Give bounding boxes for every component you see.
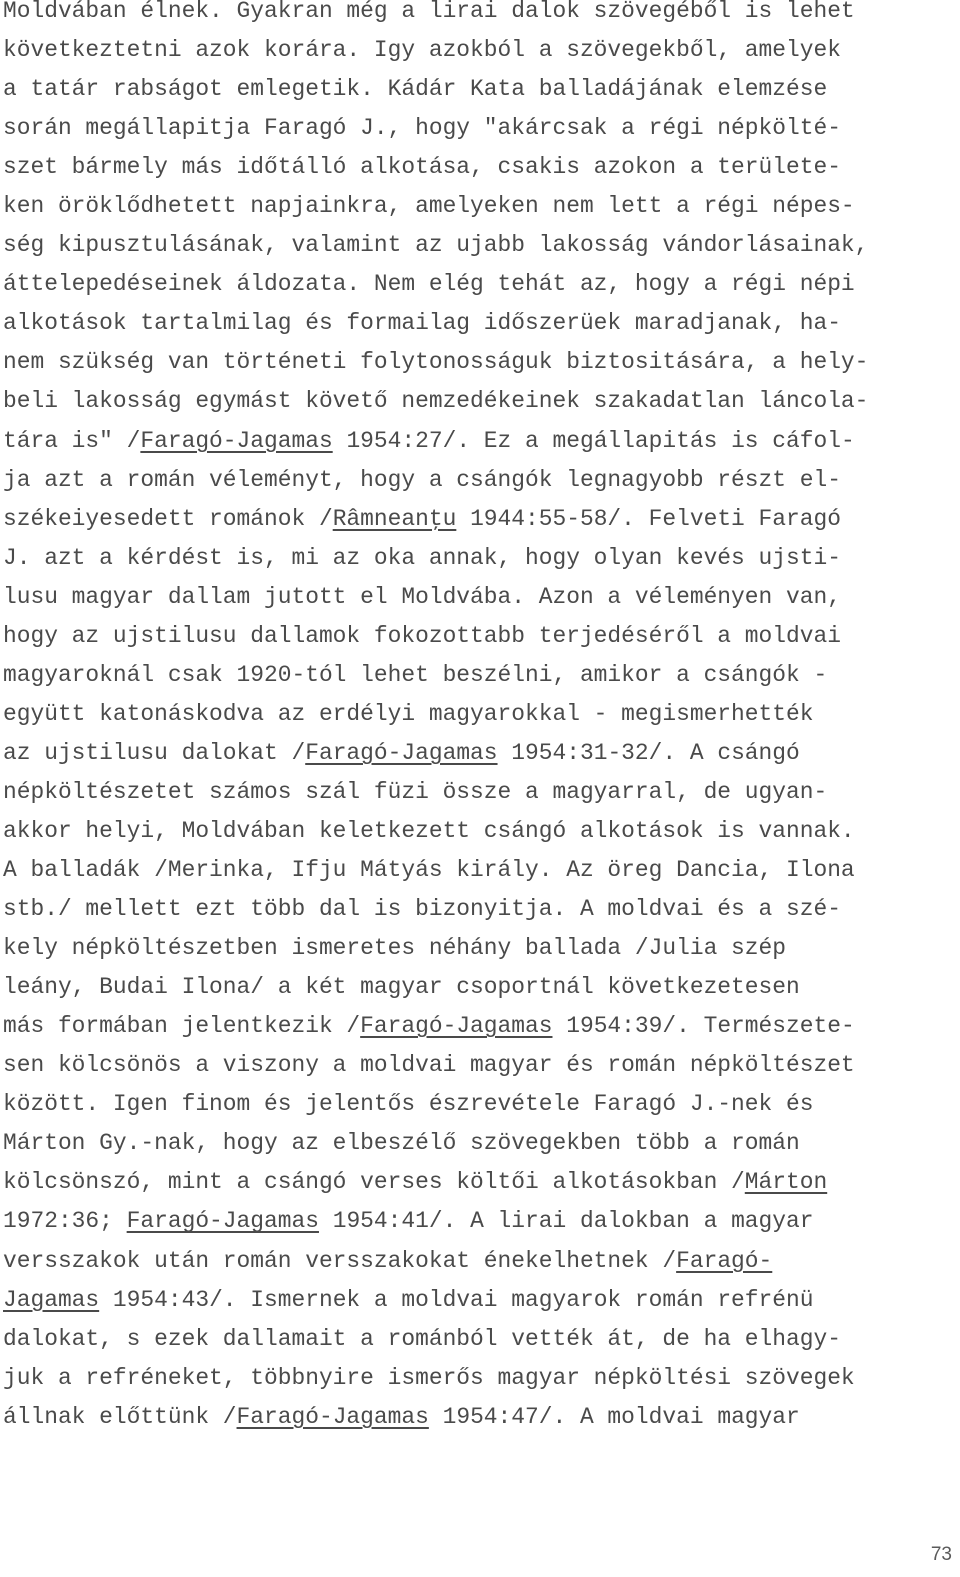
text-segment: 1954:27/. Ez a megállapitás is cáfol- (332, 427, 855, 454)
text-segment: stb./ mellett ezt több dal is bizonyitja. A moldvai és a szé- (3, 896, 841, 923)
text-segment: együtt katonáskodva az erdélyi magyarokkal - megismerhették (3, 700, 814, 727)
text-line (3, 968, 953, 1007)
text-line (3, 0, 953, 31)
text-segment: beli lakosság egymást követő nemzedékeinek szakadatlan láncola- (3, 388, 869, 415)
text-line (3, 226, 953, 265)
text-segment: 1954:47/. A moldvai magyar (428, 1403, 800, 1430)
text-line (3, 1163, 953, 1202)
text-line (3, 148, 953, 187)
text-segment: ken öröklődhetett napjainkra, amelyeken nem lett a régi népes- (3, 193, 855, 220)
text-line (3, 929, 953, 968)
text-segment: juk a refréneket, többnyire ismerős magyar népköltési szövegek (3, 1364, 855, 1391)
text-line (3, 1281, 953, 1320)
text-line (3, 656, 953, 695)
text-line (3, 1007, 953, 1046)
text-segment: 1954:39/. Természete- (552, 1013, 855, 1040)
cited-author: Faragó-Jagamas (360, 1013, 553, 1040)
text-segment: során megállapitja Faragó J., hogy "akárcsak a régi népkölté- (3, 115, 841, 142)
cited-author: Márton (744, 1169, 828, 1196)
text-line (3, 851, 953, 890)
text-line (3, 1202, 953, 1241)
text-segment: népköltészetet számos szál füzi össze a magyarral, de ugyan- (3, 778, 828, 805)
cited-author: Jagamas (3, 1286, 100, 1313)
cited-author: Râmneanţu (332, 505, 457, 532)
text-segment: akkor helyi, Moldvában keletkezett csángó alkotások is vannak. (3, 817, 855, 844)
text-line (3, 1320, 953, 1359)
text-segment: alkotások tartalmilag és formailag időszerüek maradjanak, ha- (3, 310, 841, 337)
text-segment: az ujstilusu dalokat / (3, 739, 306, 766)
text-line (3, 1242, 953, 1281)
text-line (3, 109, 953, 148)
text-line (3, 1398, 953, 1437)
text-segment: ség kipusztulásának, valamint az ujabb lakosság vándorlásainak, (3, 232, 869, 259)
text-segment: között. Igen finom és jelentős észrevétele Faragó J.-nek és (3, 1091, 814, 1118)
text-segment: magyaroknál csak 1920-tól lehet beszélni, amikor a csángók - (3, 661, 828, 688)
text-segment: 1944:55-58/. Felveti Faragó (456, 505, 841, 532)
text-line (3, 31, 953, 70)
text-segment: leány, Budai Ilona/ a két magyar csoportnál következetesen (3, 974, 800, 1001)
text-line (3, 539, 953, 578)
text-line (3, 578, 953, 617)
text-segment: Márton Gy.-nak, hogy az elbeszélő szövegekben több a román (3, 1130, 800, 1157)
text-segment: a tatár rabságot emlegetik. Kádár Kata balladájának elemzése (3, 76, 828, 103)
text-segment: 1954:43/. Ismernek a moldvai magyarok román refrénü (99, 1286, 814, 1313)
text-segment: áttelepedéseinek áldozata. Nem elég tehát az, hogy a régi népi (3, 271, 855, 298)
text-segment: versszakok után román versszakokat énekelhetnek / (3, 1247, 677, 1274)
text-line (3, 695, 953, 734)
text-segment: lusu magyar dallam jutott el Moldvába. Azon a véleményen van, (3, 583, 841, 610)
text-segment: J. azt a kérdést is, mi az oka annak, hogy olyan kevés ujsti- (3, 544, 841, 571)
text-line (3, 304, 953, 343)
text-segment: nem szükség van történeti folytonosságuk biztositására, a hely- (3, 349, 869, 376)
text-segment: kely népköltészetben ismeretes néhány ballada /Julia szép (3, 935, 786, 962)
text-line (3, 890, 953, 929)
text-line (3, 1124, 953, 1163)
text-segment: kölcsönszó, mint a csángó verses költői alkotásokban / (3, 1169, 745, 1196)
cited-author: Faragó-Jagamas (126, 1208, 319, 1235)
text-line (3, 265, 953, 304)
text-segment: szet bármely más időtálló alkotása, csakis azokon a területe- (3, 154, 841, 181)
page-number: 73 (930, 1544, 952, 1565)
text-line (3, 500, 953, 539)
text-segment: 1954:41/. A lirai dalokban a magyar (318, 1208, 814, 1235)
text-segment: más formában jelentkezik / (3, 1013, 361, 1040)
text-segment: 1972:36; (3, 1208, 127, 1235)
body-text (3, 0, 953, 1437)
text-line (3, 343, 953, 382)
text-segment: hogy az ujstilusu dallamok fokozottabb terjedéséről a moldvai (3, 622, 841, 649)
text-line (3, 422, 953, 461)
text-line (3, 1359, 953, 1398)
text-segment: ja azt a román véleményt, hogy a csángók legnagyobb részt el- (3, 466, 841, 493)
text-segment: dalokat, s ezek dallamait a románból vették át, de ha elhagy- (3, 1325, 841, 1352)
text-line (3, 617, 953, 656)
text-line (3, 812, 953, 851)
text-line (3, 1046, 953, 1085)
text-segment: sen kölcsönös a viszony a moldvai magyar és román népköltészet (3, 1052, 855, 1079)
text-segment: tára is" / (3, 427, 141, 454)
text-line (3, 70, 953, 109)
text-line (3, 773, 953, 812)
text-line (3, 734, 953, 773)
cited-author: Faragó-Jagamas (140, 427, 333, 454)
cited-author: Faragó-Jagamas (305, 739, 498, 766)
text-segment: következtetni azok korára. Igy azokból a szövegekből, amelyek (3, 37, 841, 64)
text-segment: 1954:31-32/. A csángó (497, 739, 800, 766)
text-segment: székeiyesedett románok / (3, 505, 333, 532)
text-line (3, 187, 953, 226)
cited-author: Faragó- (676, 1247, 773, 1274)
text-line (3, 1085, 953, 1124)
text-segment: A balladák /Merinka, Ifju Mátyás király. Az öreg Dancia, Ilona (3, 857, 855, 884)
cited-author: Faragó-Jagamas (236, 1403, 429, 1430)
text-line (3, 382, 953, 421)
text-line (3, 461, 953, 500)
text-segment: állnak előttünk / (3, 1403, 237, 1430)
text-segment: Moldvában élnek. Gyakran még a lirai dalok szövegéből is lehet (3, 0, 855, 24)
